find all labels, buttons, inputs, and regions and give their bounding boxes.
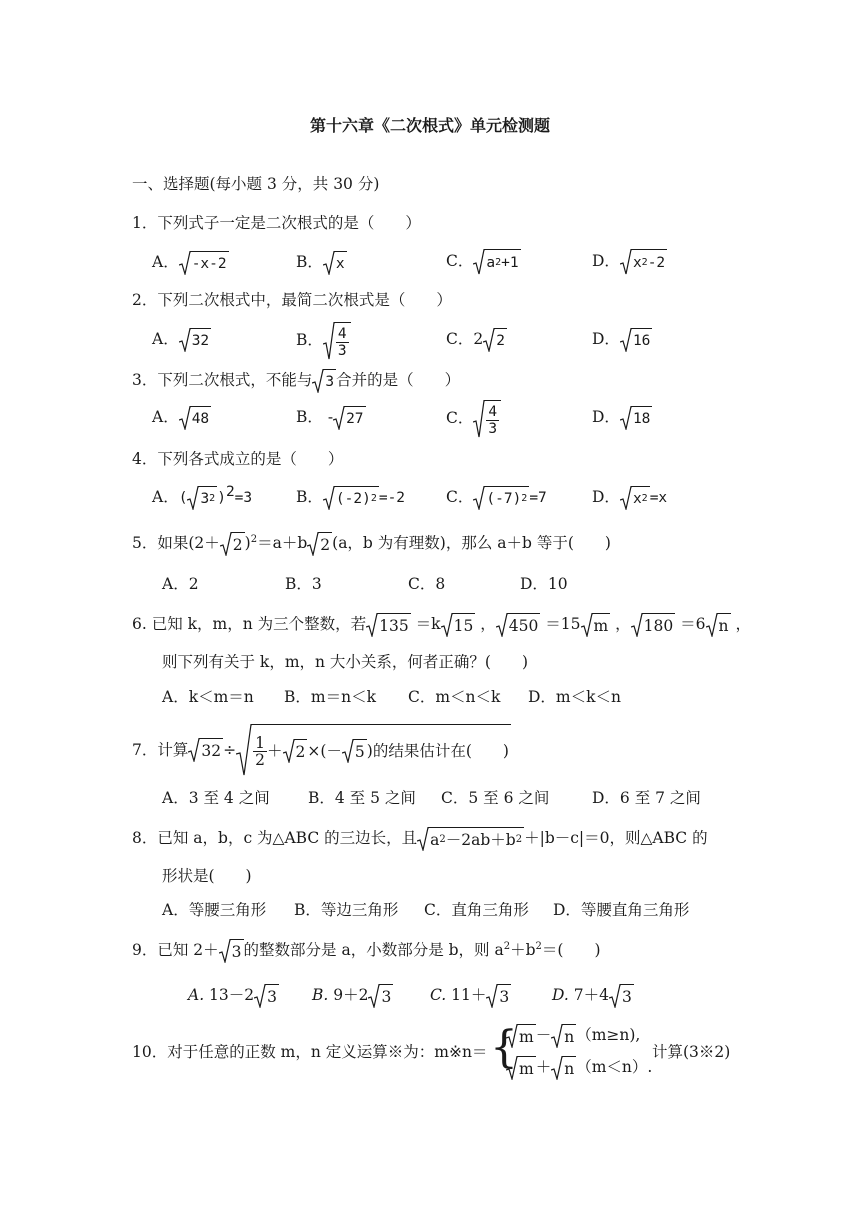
q6-option-c: C．m＜n＜k [408,688,501,706]
stem-text: ， [730,615,751,633]
radicand [252,724,511,776]
radicand: x [335,251,347,275]
radicand: (-7) 2 [485,486,529,510]
radicand [335,322,351,360]
radical [706,613,731,637]
radical [581,613,611,637]
q2-option-b [296,322,351,360]
option-label: B． [296,253,323,271]
radicand: 5 [354,739,367,763]
radical [323,486,379,510]
radical [473,400,501,438]
radical [254,984,279,1008]
radicand-tail: +1 [501,255,519,271]
exponent: 2 [535,940,542,952]
radicand: 180 [643,613,676,637]
option-label: C． [446,409,474,427]
stem-text: ＋|b－c|＝0，则△ABC 的 [524,829,708,847]
question-10-stem: 10．对于任意的正数 m，n 定义运算※为：m※n＝ [132,1043,488,1061]
stem-text: ＝a＋b [257,534,308,552]
radical [551,1056,576,1080]
q10-case-2 [506,1056,652,1080]
option-text: 9＋2 [328,986,369,1004]
radical [609,984,634,1008]
stem-text: )的结果估计在( ) [366,742,509,760]
question-1-stem: 1．下列式子一定是二次根式的是（ ） [132,214,421,232]
radical [342,739,367,763]
stem-text: ＝6 [675,615,706,633]
stem-text: 7．计算 [132,741,189,759]
option-label: D． [592,488,620,506]
q6-option-b: B．m＝n＜k [284,688,376,706]
radicand: 3 [231,939,244,963]
radical [496,613,541,637]
option-label: D． [592,252,620,270]
coefficient: 2 [473,330,484,348]
radical [179,328,211,352]
radical [179,251,229,275]
q1-option-d [592,249,667,275]
page-title: 第十六章《二次根式》单元检测题 [309,116,550,135]
option-text: 11＋ [446,986,487,1004]
radical [187,486,217,510]
radical [506,1024,536,1048]
radicand-part: a [430,831,440,849]
radical [179,406,211,430]
radical [307,532,332,556]
q8-option-c: C．直角三角形 [424,901,529,919]
section-heading: 一、选择题(每小题 3 分，共 30 分) [132,175,380,193]
radicand [485,400,501,438]
paren: ) [217,490,226,506]
radicand-base: x [632,255,642,271]
question-8-stem [132,827,708,851]
radicand: 2 [319,532,332,556]
q9-option-b [312,984,393,1008]
option-label: C. [430,986,447,1004]
q4-option-c [446,486,547,510]
question-5-stem [132,532,611,556]
radicand: n [563,1056,576,1080]
radicand-base: 3 [200,491,210,507]
question-6-line-2: 则下列有关于 k，m，n 大小关系，何者正确？( ) [162,653,529,671]
denominator: 3 [488,420,498,437]
radical [473,486,529,510]
option-label: D． [592,330,620,348]
fraction [253,735,267,768]
radicand: 16 [632,328,652,352]
option-text: 7＋4 [568,986,609,1004]
radical [483,328,507,352]
radical [551,1024,576,1048]
option-label: D. [552,986,569,1004]
radicand-base: x [632,491,642,507]
exponent: 2 [250,533,258,545]
radical [333,406,365,430]
option-label: A. [188,986,205,1004]
radicand-base: (-7) [486,491,522,507]
operator: － [535,1026,552,1044]
radicand: 3 [324,369,336,393]
q5-option-c: C．8 [408,575,446,593]
radicand: x 2 [632,486,650,510]
exponent: 2 [503,940,511,952]
q6-option-d: D．m＜k＜n [528,688,622,706]
radicand: (-2) 2 [335,486,379,510]
option-label: A． [152,330,179,348]
stem-text: ＝( ) [541,941,601,959]
q9-option-d [552,984,634,1008]
numerator: 4 [488,403,498,420]
radical [312,369,336,393]
q8-option-a: A．等腰三角形 [162,901,267,919]
q4-option-a [152,483,253,510]
paren: ( [178,490,188,506]
radicand: 2 [232,532,245,556]
option-label: B． [296,408,323,426]
q4-option-b [296,486,405,510]
radical [368,984,393,1008]
radicand: -x-2 [191,251,229,275]
radicand: 450 [508,613,541,637]
option-label: C． [446,252,474,270]
radicand: 3 [266,984,279,1008]
q7-option-d: D．6 至 7 之间 [592,789,701,807]
question-9-stem [132,939,601,963]
q1-option-c [446,249,521,275]
q9-option-a [188,984,279,1008]
stem-text: 6. 已知 k，m，n 为三个整数，若 [132,615,367,633]
radicand: a 2 －2ab＋b 2 [429,827,524,851]
radicand: 3 2 [199,486,217,510]
stem-text: ＋ [266,742,283,760]
equation-tail: =7 [529,490,547,506]
radical [323,251,347,275]
left-brace: { [490,1022,518,1073]
radicand: x 2 -2 [632,249,667,275]
q3-option-b [296,406,366,430]
q7-option-a: A．3 至 4 之间 [162,789,270,807]
operator: ＋ [535,1058,552,1076]
radical [236,724,511,776]
option-label: B． [296,488,323,506]
q5-option-b: B．3 [285,575,322,593]
radicand: 32 [191,328,211,352]
q10-case-1 [506,1024,640,1048]
radicand: 15 [453,613,476,637]
radical [620,249,667,275]
radical [441,613,476,637]
q2-option-d [592,328,652,352]
stem-text: ＝k [410,615,441,633]
question-4-stem: 4．下列各式成立的是（ ） [132,450,344,468]
question-8-line-2: 形状是( ) [162,867,252,885]
stem-text: 合并的是（ ） [336,371,461,389]
radical [631,613,676,637]
radical [506,1056,536,1080]
q1-option-a [152,251,229,275]
condition: （m≥n), [576,1026,641,1044]
option-label: A． [152,408,179,426]
stem-text: ×(－ [307,742,342,760]
stem-text: ， [475,615,496,633]
option-label: A． [152,488,179,506]
q8-option-b: B．等边三角形 [294,901,399,919]
radicand: m [518,1024,536,1048]
denominator: 2 [255,750,265,769]
question-7-stem [132,722,511,778]
q7-option-b: B．4 至 5 之间 [308,789,416,807]
condition: （m＜n）. [576,1058,653,1076]
question-10-tail: 计算(3※2) [652,1043,731,1061]
stem-text: ) [244,534,251,552]
fraction [486,404,499,437]
radicand: 18 [632,406,652,430]
option-label: C． [446,488,474,506]
radicand-tail: -2 [647,255,666,271]
option-text: 13－2 [204,986,255,1004]
radical [323,322,351,360]
q2-option-a [152,328,211,352]
equation-tail: =3 [234,490,253,506]
q1-option-b [296,251,347,275]
q5-option-a: A．2 [162,575,199,593]
stem-text: ÷ [223,741,237,759]
radical [188,738,223,762]
q3-option-a [152,406,211,430]
q3-option-c [446,400,501,438]
q8-option-d: D．等腰直角三角形 [553,901,690,919]
q6-option-a: A．k＜m＝n [162,688,254,706]
radicand: 27 [345,406,365,430]
radicand-part: －2ab＋b [445,831,516,849]
radicand: 32 [200,738,223,762]
radicand: a 2 +1 [485,249,520,275]
radicand: 3 [380,984,393,1008]
radical [219,939,244,963]
equation-tail: =x [649,490,668,506]
q5-option-d: D．10 [520,575,568,593]
option-label: D． [592,408,620,426]
numerator: 4 [337,325,347,342]
radicand: 48 [191,406,211,430]
stem-text: ＋b [510,941,536,959]
radicand: 135 [378,613,411,637]
exponent: 2 [225,483,235,500]
radical [486,984,511,1008]
radicand: n [563,1024,576,1048]
option-label: C． [446,330,474,348]
radicand: n [718,613,731,637]
radicand: 3 [498,984,511,1008]
radicand-base: (-2) [335,491,371,507]
radical [283,739,308,763]
q9-option-c [430,984,511,1008]
option-label: B. [312,986,329,1004]
radical [220,532,245,556]
stem-text: ， [610,615,631,633]
stem-text: 9．已知 2＋ [132,941,219,959]
radicand: m [593,613,611,637]
stem-text: ＝15 [540,615,581,633]
stem-text: (a，b 为有理数)，那么 a＋b 等于( ) [332,534,611,552]
radicand: 3 [621,984,634,1008]
question-6-stem [132,613,751,637]
stem-text: 5．如果(2＋ [132,534,220,552]
radical [473,249,520,275]
question-3-stem [132,369,460,393]
numerator: 1 [255,733,265,752]
question-2-stem: 2．下列二次根式中，最简二次根式是（ ） [132,291,452,309]
radicand: 2 [495,328,507,352]
stem-text: 3．下列二次根式，不能与 [132,371,313,389]
sign: - [322,408,334,426]
fraction [336,326,349,359]
radicand: m [518,1056,536,1080]
radical [417,827,524,851]
q3-option-d [592,406,652,430]
radical [620,486,650,510]
option-label: A． [152,253,179,271]
radicand-base: a [486,255,496,271]
option-label: B． [296,331,323,349]
radical [620,406,652,430]
radical [366,613,411,637]
q2-option-c [446,328,507,352]
stem-text: 8．已知 a，b，c 为△ABC 的三边长，且 [132,829,418,847]
q7-option-c: C．5 至 6 之间 [441,789,550,807]
radicand: 2 [295,739,308,763]
radical [620,328,652,352]
q4-option-d [592,486,667,510]
stem-text: 的整数部分是 a，小数部分是 b，则 a [243,941,504,959]
equation-tail: =-2 [378,490,406,506]
denominator: 3 [337,342,347,359]
